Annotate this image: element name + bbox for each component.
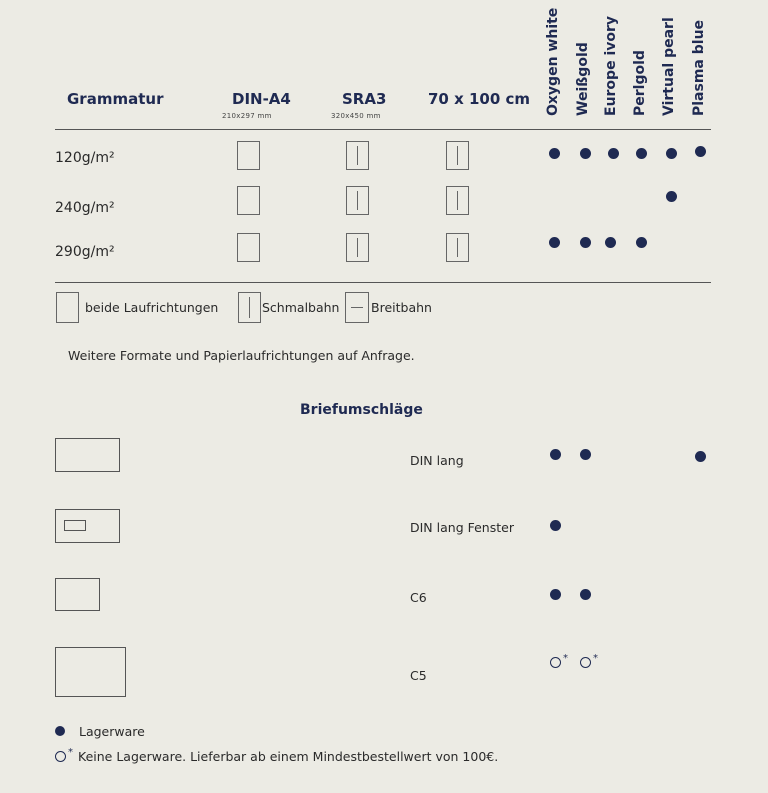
envelope-label-din-lang-fenster: DIN lang Fenster [410,520,514,535]
legend-breit-label: Breitbahn [371,300,432,315]
legend-breit-icon [345,292,369,323]
col-virtual-pearl: Virtual pearl [661,17,677,116]
a4-box-icon [237,186,260,215]
dot-240-virtual [666,191,677,202]
envelope-label-c6: C6 [410,590,427,605]
envelope-label-c5: C5 [410,668,427,683]
envelope-c5-icon [55,647,126,697]
dot-c6-weissgold [580,589,591,600]
a4-box-icon [237,233,260,262]
header-70x100: 70 x 100 cm [428,90,531,108]
dot-120-perlgold [636,148,647,159]
keine-lagerware-label: Keine Lagerware. Lieferbar ab einem Mindestbestellwert von 100€. [78,749,499,764]
dot-120-virtual [666,148,677,159]
envelope-din-lang-fenster-icon [55,509,120,543]
keine-star: * [68,747,73,758]
ring-c5-weissgold-icon [580,657,591,668]
dot-120-plasma [695,146,706,157]
dot-290-weissgold [580,237,591,248]
dot-fenster-oxygen [550,520,561,531]
dot-120-europe [608,148,619,159]
legend-beide-icon [56,292,79,323]
header-rule [55,129,711,130]
envelopes-title: Briefumschläge [300,402,423,418]
star-c5-weissgold: * [593,653,598,664]
legend-beide-label: beide Laufrichtungen [85,300,219,315]
ring-c5-oxygen-icon [550,657,561,668]
dot-dinlang-oxygen [550,449,561,460]
dot-290-perlgold [636,237,647,248]
col-weissgold: Weißgold [575,42,591,116]
envelope-window [64,520,86,531]
lagerware-dot-icon [55,726,65,736]
star-c5-oxygen: * [563,653,568,664]
big-schmal-icon [446,233,469,262]
legend-schmal-icon [238,292,261,323]
envelope-c6-icon [55,578,100,611]
col-plasma-blue: Plasma blue [691,19,707,116]
col-europe-ivory: Europe ivory [603,15,619,116]
row-label-240: 240g/m² [55,200,115,216]
row-label-120: 120g/m² [55,150,115,166]
formats-note: Weitere Formate und Papierlaufrichtungen auf Anfrage. [68,348,415,363]
dot-290-europe [605,237,616,248]
envelope-label-din-lang: DIN lang [410,453,464,468]
sra3-schmal-icon [346,141,369,170]
big-schmal-icon [446,186,469,215]
dot-120-weissgold [580,148,591,159]
envelope-din-lang-icon [55,438,120,472]
header-grammatur: Grammatur [67,90,164,108]
dot-120-oxygen [549,148,560,159]
header-din-a4-sub: 210x297 mm [222,112,272,120]
legend-schmal-label: Schmalbahn [262,300,340,315]
big-schmal-icon [446,141,469,170]
a4-box-icon [237,141,260,170]
table-bottom-rule [55,282,711,283]
dot-290-oxygen [549,237,560,248]
sra3-schmal-icon [346,233,369,262]
dot-dinlang-plasma [695,451,706,462]
header-sra3-sub: 320x450 mm [331,112,381,120]
dot-c6-oxygen [550,589,561,600]
row-label-290: 290g/m² [55,244,115,260]
lagerware-label: Lagerware [79,724,145,739]
col-perlgold: Perlgold [632,50,648,116]
col-oxygen-white: Oxygen white [545,7,561,116]
sra3-schmal-icon [346,186,369,215]
dot-dinlang-weissgold [580,449,591,460]
header-sra3: SRA3 [342,90,387,108]
header-din-a4: DIN-A4 [232,90,291,108]
keine-ring-icon [55,751,66,762]
